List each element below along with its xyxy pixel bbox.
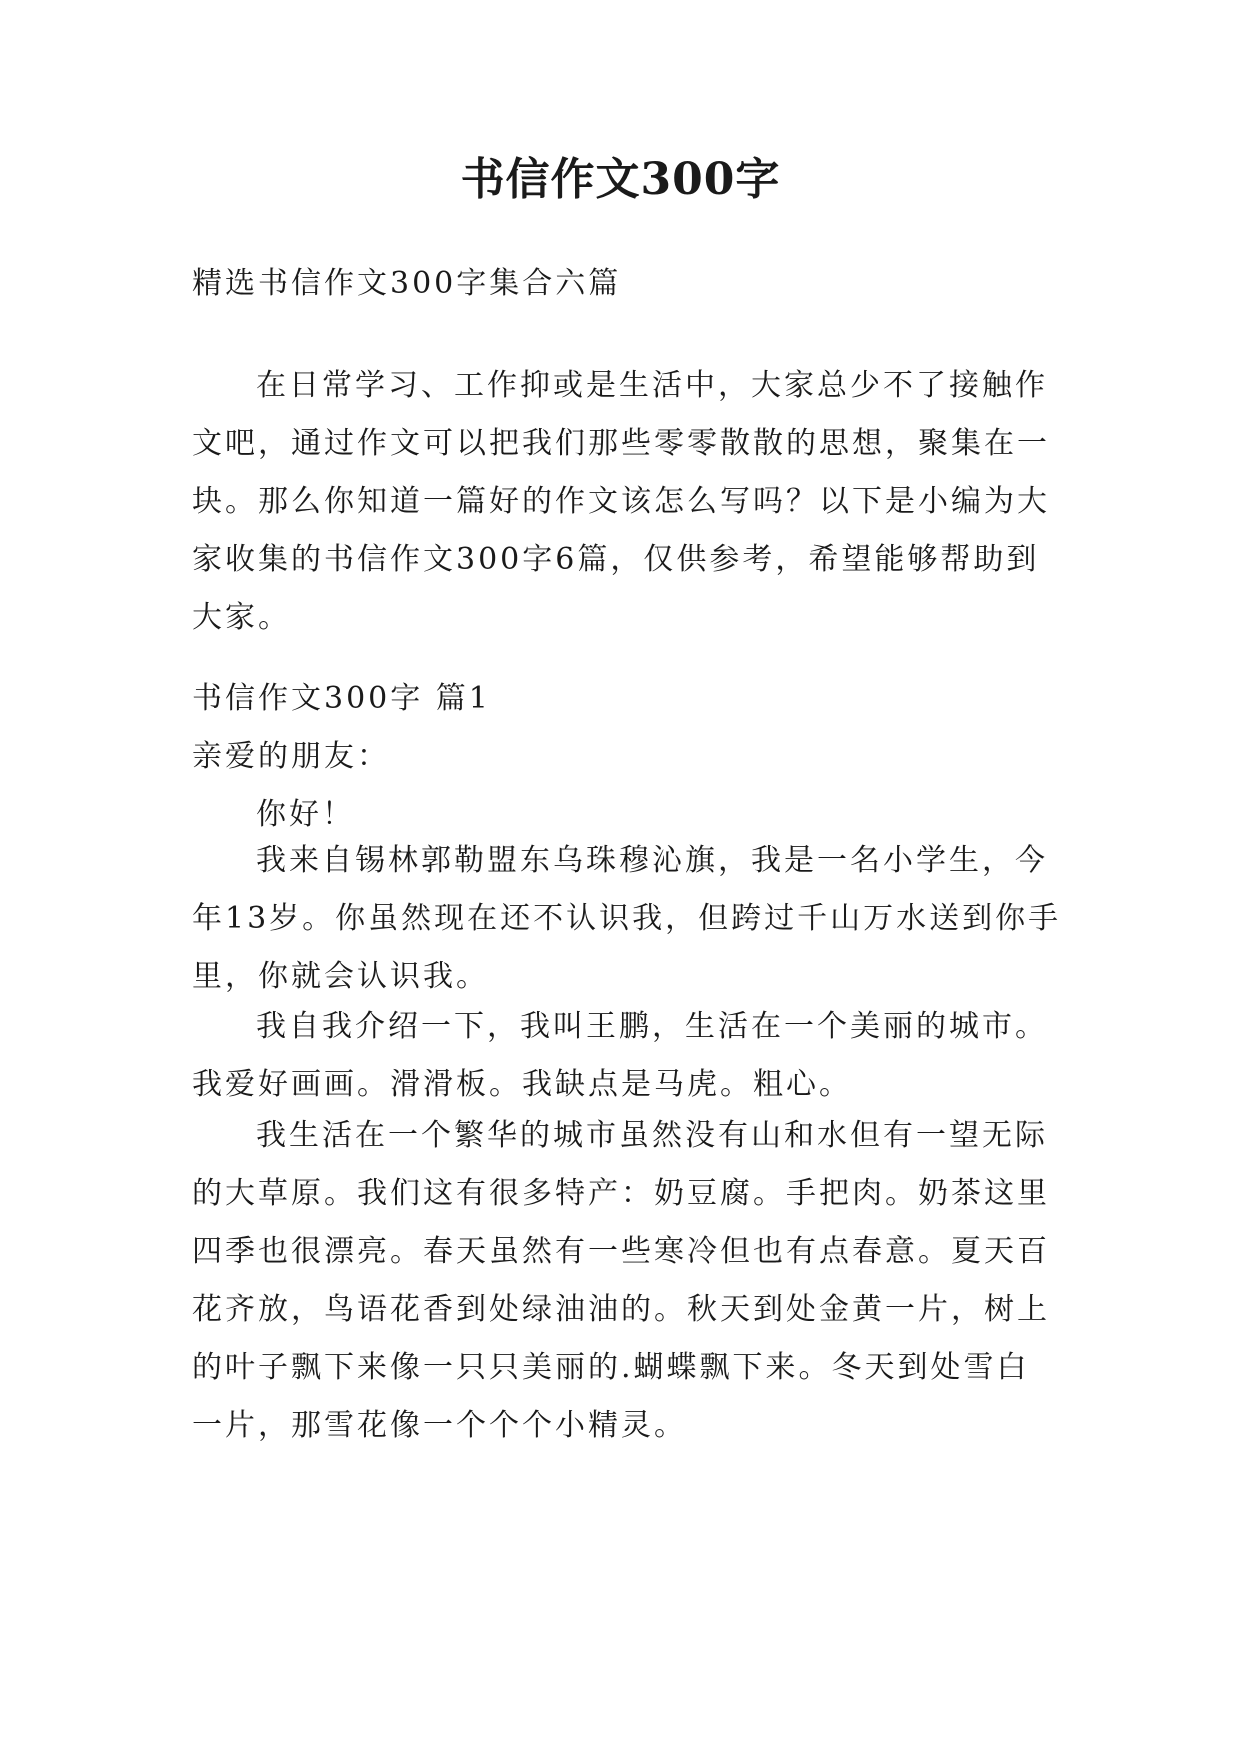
document-title: 书信作文300字 bbox=[460, 154, 781, 205]
letter-paragraph-3: 我生活在一个繁华的城市虽然没有山和水但有一望无际的大草原。我们这有很多特产：奶豆腐。手把肉。奶茶这里四季也很漂亮。春天虽然有一些寒冷但也有点春意。夏天百花齐放，鸟语花香到处绿油油的。秋天到处金黄一片，树上的叶子飘下来像一只只美丽的.蝴蝶飘下来。冬天到处雪白一片，那雪花像一个个个小精灵。 bbox=[192, 1118, 1050, 1443]
section-heading: 书信作文300字 篇1 bbox=[192, 681, 491, 716]
intro-paragraph: 在日常学习、工作抑或是生活中，大家总少不了接触作文吧，通过作文可以把我们那些零零散散的思想，聚集在一块。那么你知道一篇好的作文该怎么写吗？以下是小编为大家收集的书信作文300字6篇，仅供参考，希望能够帮助到大家。 bbox=[192, 368, 1050, 635]
letter-salutation: 亲爱的朋友： bbox=[192, 739, 390, 774]
document-subtitle: 精选书信作文300字集合六篇 bbox=[192, 266, 622, 301]
letter-paragraph-2: 我自我介绍一下，我叫王鹏，生活在一个美丽的城市。我爱好画画。滑滑板。我缺点是马虎。粗心。 bbox=[192, 1009, 1048, 1102]
letter-greeting: 你好！ bbox=[256, 797, 355, 832]
letter-paragraph-1: 我来自锡林郭勒盟东乌珠穆沁旗，我是一名小学生，今年13岁。你虽然现在还不认识我，但跨过千山万水送到你手里，你就会认识我。 bbox=[192, 843, 1062, 994]
